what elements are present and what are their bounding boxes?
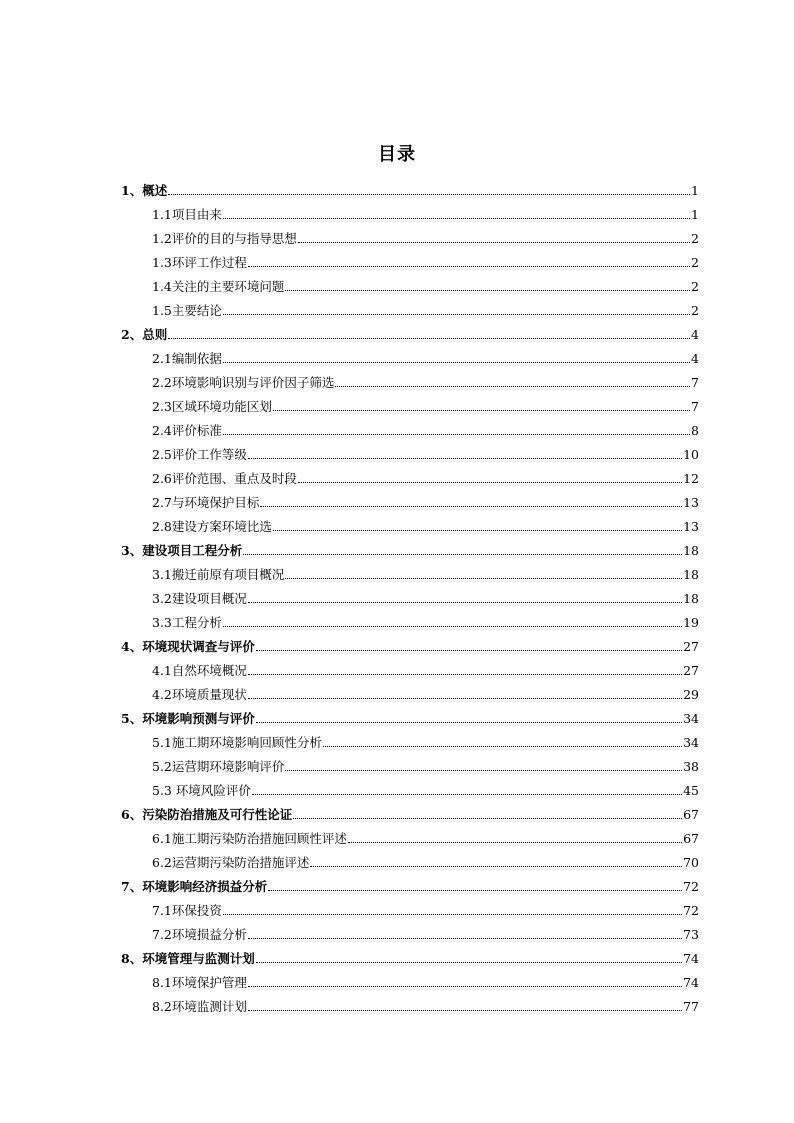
toc-entry-label: 8、环境管理与监测计划 [121,951,255,966]
toc-page-number: 70 [683,855,699,870]
toc-dot-leader [243,553,682,555]
toc-page-number: 18 [683,543,699,558]
toc-entry-label: 5.2运营期环境影响评价 [152,759,285,774]
toc-dot-leader [273,409,690,411]
toc-chapter-entry[interactable] [121,704,699,728]
toc-entry-label: 6.2运营期污染防治措施评述 [152,855,310,870]
toc-dot-leader [285,577,682,579]
toc-page-number: 1 [691,207,699,222]
toc-dot-leader [256,649,682,651]
toc-section-entry[interactable] [121,848,699,872]
toc-section-entry[interactable] [121,608,699,632]
toc-section-entry[interactable] [121,440,699,464]
toc-page-number: 77 [683,999,699,1014]
toc-entry-label: 2.5评价工作等级 [152,447,247,462]
toc-entry-label: 3.1搬迁前原有项目概况 [152,567,285,582]
toc-section-entry[interactable] [121,920,699,944]
toc-dot-leader [248,601,682,603]
toc-dot-leader [252,793,682,795]
toc-dot-leader [348,841,682,843]
toc-page-number: 72 [683,879,699,894]
toc-entry-label: 1.3环评工作过程 [152,255,247,270]
toc-dot-leader [248,265,690,267]
toc-entry-label: 2.3区域环境功能区划 [152,399,272,414]
toc-dot-leader [323,745,682,747]
toc-page-number: 13 [683,495,699,510]
toc-dot-leader [248,937,682,939]
toc-page-number: 29 [683,687,699,702]
toc-section-entry[interactable] [121,752,699,776]
toc-entry-label: 5、环境影响预测与评价 [121,711,255,726]
toc-entry-label: 2.4评价标准 [152,423,222,438]
toc-dot-leader [248,673,682,675]
toc-dot-leader [298,241,690,243]
toc-entry-label: 2.1编制依据 [152,351,222,366]
toc-section-entry[interactable] [121,368,699,392]
toc-page-number: 4 [691,327,699,342]
toc-dot-leader [256,961,682,963]
toc-page-number: 38 [683,759,699,774]
toc-entry-label: 1.4关注的主要环境问题 [152,279,285,294]
toc-entry-label: 6、污染防治措施及可行性论证 [121,807,293,822]
toc-section-entry[interactable] [121,992,699,1016]
toc-dot-leader [223,361,690,363]
toc-entry-label: 8.1环境保护管理 [152,975,247,990]
toc-entry-label: 3.2建设项目概况 [152,591,247,606]
toc-page-number: 18 [683,591,699,606]
toc-dot-leader [248,985,682,987]
toc-entry-label: 2.8建设方案环境比选 [152,519,272,534]
toc-section-entry[interactable] [121,560,699,584]
toc-page-number: 19 [683,615,699,630]
toc-entry-label: 7、环境影响经济损益分析 [121,879,268,894]
toc-page-number: 1 [691,183,699,198]
toc-section-entry[interactable] [121,584,699,608]
toc-entry-label: 8.2环境监测计划 [152,999,247,1014]
toc-entry-label: 5.1施工期环境影响回顾性分析 [152,735,322,750]
toc-chapter-entry[interactable] [121,872,699,896]
toc-section-entry[interactable] [121,416,699,440]
toc-page-number: 27 [683,663,699,678]
toc-dot-leader [248,1009,682,1011]
toc-page-number: 67 [683,807,699,822]
toc-title: 目录 [378,144,416,165]
toc-page-number: 74 [683,975,699,990]
toc-section-entry[interactable] [121,656,699,680]
toc-entry-label: 3.3工程分析 [152,615,222,630]
toc-page-number: 73 [683,927,699,942]
toc-page-number: 2 [691,255,699,270]
toc-chapter-entry[interactable] [121,320,699,344]
toc-dot-leader [256,721,682,723]
toc-section-entry[interactable] [121,896,699,920]
toc-entry-label: 4.2环境质量现状 [152,687,247,702]
toc-dot-leader [223,433,690,435]
toc-section-entry[interactable] [121,728,699,752]
toc-chapter-entry[interactable] [121,536,699,560]
toc-dot-leader [293,817,682,819]
toc-section-entry[interactable] [121,272,699,296]
toc-dot-leader [248,697,682,699]
toc-dot-leader [260,505,682,507]
toc-page-number: 8 [691,423,699,438]
toc-dot-leader [285,769,682,771]
toc-page-number: 7 [691,375,699,390]
toc-dot-leader [168,337,690,339]
toc-page-number: 2 [691,279,699,294]
toc-chapter-entry[interactable] [121,944,699,968]
toc-section-entry[interactable] [121,248,699,272]
toc-entry-label: 1、概述 [121,183,168,198]
toc-page-number: 72 [683,903,699,918]
toc-dot-leader [310,865,682,867]
toc-page-number: 67 [683,831,699,846]
toc-list [121,176,699,1016]
toc-entry-label: 1.5主要结论 [152,303,222,318]
toc-page-number: 45 [683,783,699,798]
toc-entry-label: 1.2评价的目的与指导思想 [152,231,297,246]
toc-page-number: 74 [683,951,699,966]
toc-entry-label: 4.1自然环境概况 [152,663,247,678]
toc-section-entry[interactable] [121,464,699,488]
toc-chapter-entry[interactable] [121,176,699,200]
toc-page-number: 10 [683,447,699,462]
toc-section-entry[interactable] [121,776,699,800]
toc-page-number: 13 [683,519,699,534]
toc-section-entry[interactable] [121,824,699,848]
toc-page-number: 12 [683,471,699,486]
toc-page-number: 27 [683,639,699,654]
toc-dot-leader [335,385,690,387]
toc-dot-leader [285,289,690,291]
toc-dot-leader [298,481,682,483]
toc-dot-leader [223,313,690,315]
toc-section-entry[interactable] [121,680,699,704]
toc-entry-label: 7.2环境损益分析 [152,927,247,942]
toc-dot-leader [223,913,682,915]
toc-page-number: 7 [691,399,699,414]
toc-section-entry[interactable] [121,968,699,992]
toc-section-entry[interactable] [121,296,699,320]
toc-page-number: 34 [683,711,699,726]
toc-dot-leader [273,529,682,531]
toc-entry-label: 1.1项目由来 [152,207,222,222]
toc-entry-label: 2.7与环境保护目标 [152,495,260,510]
toc-chapter-entry[interactable] [121,632,699,656]
toc-entry-label: 4、环境现状调查与评价 [121,639,255,654]
toc-section-entry[interactable] [121,488,699,512]
toc-section-entry[interactable] [121,392,699,416]
toc-dot-leader [268,889,682,891]
toc-section-entry[interactable] [121,512,699,536]
toc-page-number: 2 [691,231,699,246]
toc-section-entry[interactable] [121,344,699,368]
toc-section-entry[interactable] [121,224,699,248]
toc-page-number: 2 [691,303,699,318]
toc-section-entry[interactable] [121,200,699,224]
toc-entry-label: 6.1施工期污染防治措施回顾性评述 [152,831,347,846]
toc-dot-leader [248,457,682,459]
toc-entry-label: 5.3 环境风险评价 [152,783,251,798]
toc-dot-leader [223,625,682,627]
toc-entry-label: 2.2环境影响识别与评价因子筛选 [152,375,335,390]
toc-entry-label: 7.1环保投资 [152,903,222,918]
toc-entry-label: 2、总则 [121,327,168,342]
toc-page-number: 4 [691,351,699,366]
toc-page-number: 18 [683,567,699,582]
toc-entry-label: 2.6评价范围、重点及时段 [152,471,297,486]
toc-entry-label: 3、建设项目工程分析 [121,543,243,558]
toc-dot-leader [168,193,690,195]
toc-chapter-entry[interactable] [121,800,699,824]
toc-dot-leader [223,217,690,219]
toc-page-number: 34 [683,735,699,750]
